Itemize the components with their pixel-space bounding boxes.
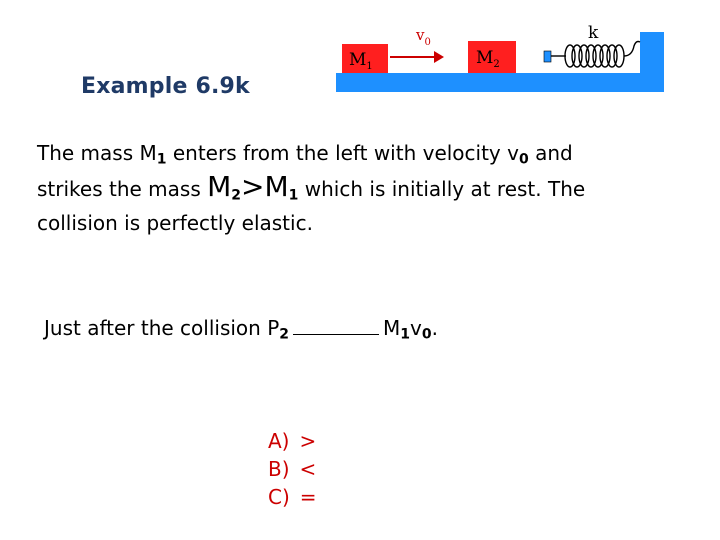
wall (640, 32, 664, 92)
choice-b[interactable]: B) < (268, 457, 317, 481)
statement-line-1: The mass $M_1$ enters from the left with velocity $v_0$ and (37, 141, 573, 168)
problem-statement (37, 136, 707, 240)
mass1-label: $M_1$ (349, 50, 373, 72)
example-title: Example 6.9k (81, 74, 250, 99)
mass2-label: $M_2$ (476, 48, 500, 70)
spring (551, 42, 640, 68)
spring-bumper (544, 51, 551, 62)
choice-c[interactable]: C) = (268, 485, 317, 509)
choice-a[interactable]: A) > (268, 429, 317, 453)
question-text: Just after the collision $P_2$ $M_1v_0$. (44, 316, 438, 343)
answer-choices (268, 427, 317, 511)
answer-blank (293, 316, 379, 335)
track (336, 73, 664, 92)
collision-diagram (330, 18, 670, 98)
spring-constant-label: k (588, 23, 599, 43)
statement-line-3: collision is perfectly elastic. (37, 211, 313, 235)
velocity-label: $v_0$ (416, 26, 431, 48)
velocity-arrowhead (434, 51, 444, 63)
statement-line-2: strikes the mass $M_2>M_1$ which is initially at rest. The (37, 170, 586, 204)
